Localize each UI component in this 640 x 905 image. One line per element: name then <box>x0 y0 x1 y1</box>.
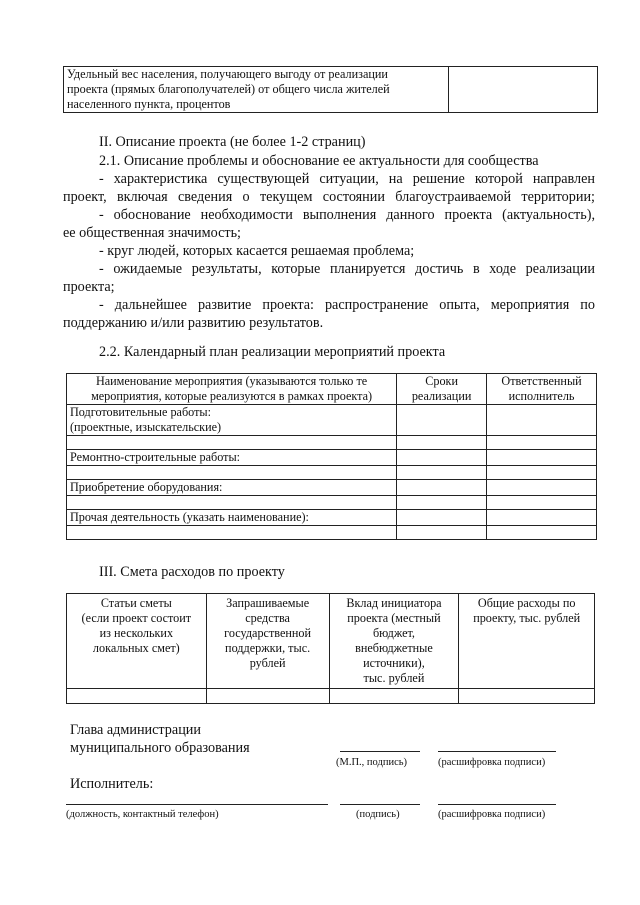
item-development-cont: поддержанию и/или развитию результатов. <box>63 315 324 331</box>
budget-col-requested: Запрашиваемые средства государственной поддержки, тыс. рублей <box>206 594 329 689</box>
table-row <box>67 450 597 466</box>
section2-sub2: 2.2. Календарный план реализации мероприятий проекта <box>99 344 446 360</box>
head-title-cont: муниципального образования <box>70 740 250 756</box>
table-row <box>67 526 597 540</box>
plan-row-other: Прочая деятельность (указать наименование): <box>67 510 397 526</box>
decode-line-1[interactable] <box>438 751 556 752</box>
item-results-cont: проекта; <box>63 279 115 295</box>
population-share-value[interactable] <box>449 67 598 113</box>
head-title: Глава администрации <box>70 722 201 738</box>
signature-line[interactable] <box>340 804 420 805</box>
table-row <box>67 480 597 496</box>
plan-col-responsible: Ответственный исполнитель <box>487 374 597 405</box>
position-line[interactable] <box>66 804 328 805</box>
executor-label: Исполнитель: <box>70 776 154 792</box>
decode-caption-1: (расшифровка подписи) <box>438 757 546 768</box>
calendar-plan-table <box>66 373 597 540</box>
table-row <box>67 405 597 436</box>
item-situation-cont: проект, включая сведения о текущем состоянии благоустраиваемой территории; <box>63 189 595 205</box>
budget-col-items: Статьи сметы (если проект состоит из нескольких локальных смет) <box>67 594 207 689</box>
item-justification: - обоснование необходимости выполнения данного проекта (актуальность), <box>99 207 595 223</box>
plan-col-dates: Сроки реализации <box>397 374 487 405</box>
item-development: - дальнейшее развитие проекта: распространение опыта, мероприятия по <box>99 297 595 313</box>
budget-table <box>66 593 595 704</box>
item-people: - круг людей, которых касается решаемая проблема; <box>99 243 415 259</box>
decode-caption-2: (расшифровка подписи) <box>438 809 546 820</box>
decode-line-2[interactable] <box>438 804 556 805</box>
budget-col-total: Общие расходы по проекту, тыс. рублей <box>459 594 595 689</box>
position-caption: (должность, контактный телефон) <box>66 809 219 820</box>
table-row <box>67 689 595 704</box>
section3-heading: III. Смета расходов по проекту <box>99 564 285 580</box>
mp-signature-line[interactable] <box>340 751 420 752</box>
table-row <box>67 496 597 510</box>
section2-heading: II. Описание проекта (не более 1-2 страниц) <box>99 134 366 150</box>
mp-signature-caption: (М.П., подпись) <box>336 757 408 768</box>
plan-row-prep: Подготовительные работы: (проектные, изыскательские) <box>67 405 397 436</box>
plan-row-equipment: Приобретение оборудования: <box>67 480 397 496</box>
signature-caption: (подпись) <box>356 809 400 820</box>
item-justification-cont: ее общественная значимость; <box>63 225 241 241</box>
budget-col-contribution: Вклад инициатора проекта (местный бюджет, внебюджетные источники), тыс. рублей <box>329 594 459 689</box>
item-situation: - характеристика существующей ситуации, на решение которой направлен <box>99 171 595 187</box>
plan-row-construction: Ремонтно-строительные работы: <box>67 450 397 466</box>
table-row <box>67 436 597 450</box>
table-row <box>67 510 597 526</box>
item-results: - ожидаемые результаты, которые планируется достичь в ходе реализации <box>99 261 595 277</box>
population-share-table <box>63 66 598 113</box>
population-share-label: Удельный вес населения, получающего выгоду от реализации проекта (прямых благополучателей) от общего числа жителей населенного пункта, процентов <box>64 67 449 113</box>
section2-sub1: 2.1. Описание проблемы и обоснование ее актуальности для сообщества <box>99 153 539 169</box>
table-row <box>67 466 597 480</box>
plan-col-event: Наименование мероприятия (указываются только те мероприятия, которые реализуются в рамках проекта) <box>67 374 397 405</box>
